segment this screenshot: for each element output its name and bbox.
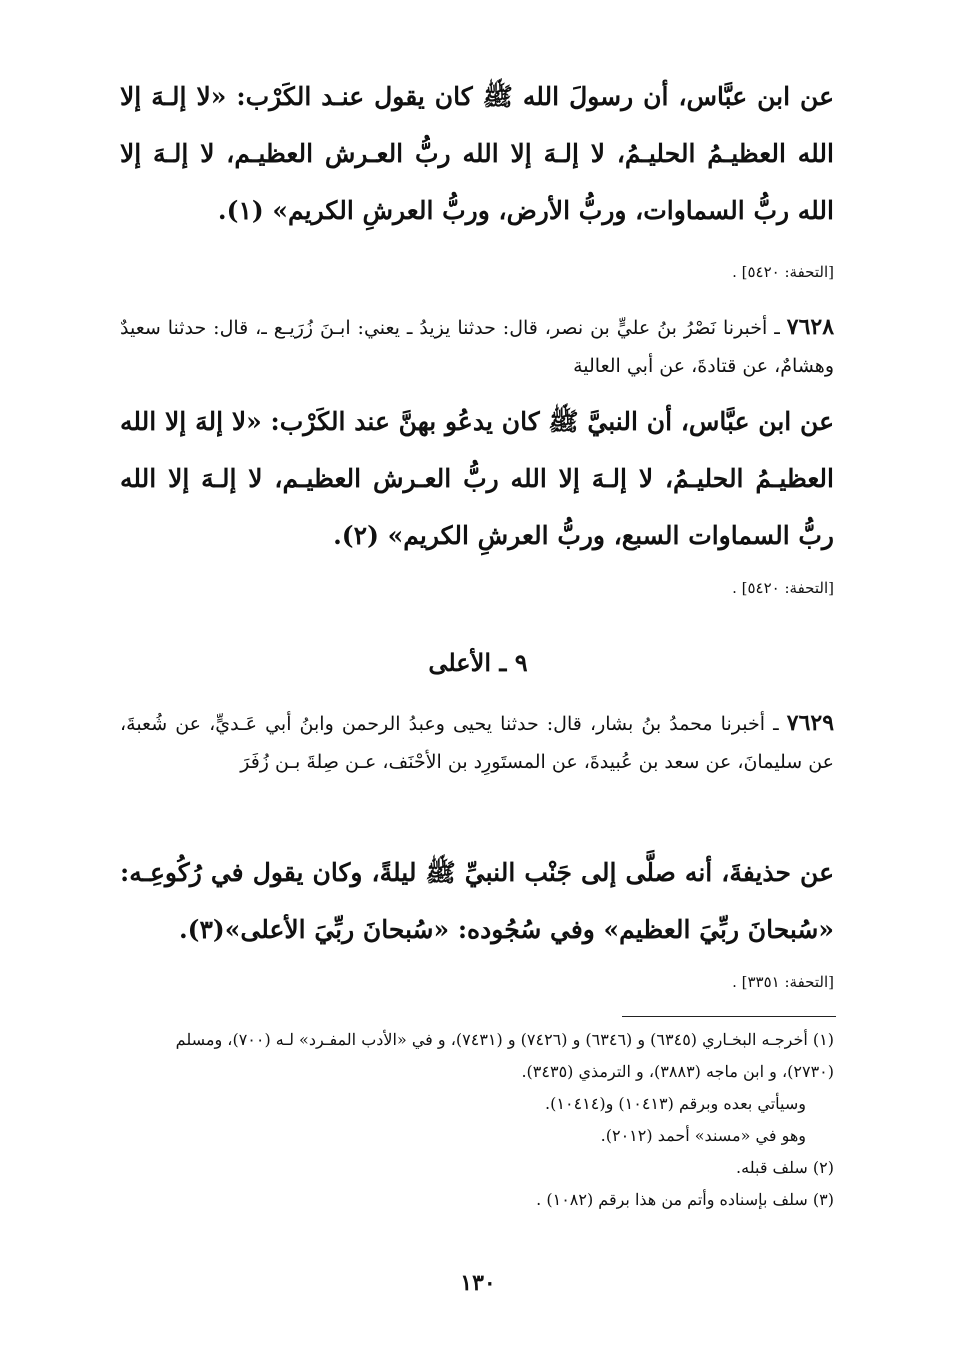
tuhfa-reference-3: [التحفة: ٣٣٥١] . — [732, 973, 834, 991]
footnote-1-continued: وهو في «مسند» أحمد (٢٠١٢). — [600, 1126, 806, 1145]
footnote-1-continued: وسيأتي بعده وبرقم (١٠٤١٣) و(١٠٤١٤). — [545, 1094, 806, 1113]
footnote-2: (٢) سلف قبله. — [736, 1158, 834, 1177]
section-heading: ٩ ـ الأعلى — [428, 648, 528, 677]
isnad-text: ـ أخبرنا محمدُ بنُ بشار، قال: حدثنا يحيى وعبدُ الرحمن وابنُ أبي عَـديٍّ، عن شُعبةَ، عن سليمانَ، عن سعد بن عُبيدةَ، عن المستَورِد بن الأحْنَف، عـن صِلةَ بـن زُفَرَ — [120, 713, 834, 773]
hadith-7629-text: عن حذيفةَ، أنه صلَّى إلى جَنْب النبيِّ ﷺ ليلةً، وكان يقول في رُكُوعِـه: «سُبحانَ ربِّيَ العظيم» وفي سُجُوده: «سُبحانَ ربِّيَ الأعلى»(٣). — [120, 858, 834, 944]
hadith-7628-text: عن ابن عبَّاس، أن النبيَّ ﷺ كان يدعُو بهنَّ عند الكَرْب: «لا إلهَ إلا الله العظيـمُ الحليـمُ، لا إلـهَ إلا الله ربُّ العـرش العظيـم، لا إلـهَ إلا الله ربُّ السماوات السبع، وربُّ العرشِ الكريم» (٢). — [120, 407, 834, 550]
footnote-3: (٣) سلف بإسناده وأتم من هذا برقم (١٠٨٢) . — [536, 1190, 834, 1209]
hadith-number: ٧٦٢٩ — [786, 710, 835, 736]
footnotes — [120, 1024, 834, 1216]
page-number: ١٣٠ — [460, 1270, 496, 1296]
isnad-text: ـ أخبرنا نَصْرُ بنُ عليٍّ بن نصر، قال: حدثنا يزيدُ ـ يعني: ابـنَ زُرَيـع ـ، قال: حدثنا سعيدٌ وهشامٌ، عن قتادةَ، عن أبي العالية — [120, 317, 834, 377]
hadith-7628-chain — [120, 308, 834, 385]
hadith-7629-chain — [120, 704, 834, 781]
hadith-number: ٧٦٢٨ — [786, 314, 835, 340]
tuhfa-reference-2: [التحفة: ٥٤٢٠] . — [732, 579, 834, 597]
footnote-separator — [622, 1016, 836, 1017]
tuhfa-reference-1: [التحفة: ٥٤٢٠] . — [732, 263, 834, 281]
footnote-1: (١) أخرجـه البخـاري (٦٣٤٥) و (٦٣٤٦) و (٧٤٢٦) و (٧٤٣١)، و في «الأدب المفـرد» لـه (٧٠٠)، ومسلم (٢٧٣٠)، و ابن ماجه (٣٨٨٣)، و الترمذي (٣٤٣٥). — [175, 1030, 834, 1081]
hadith-7627-text: عن ابن عبَّاس، أن رسولَ الله ﷺ كان يقول عنـد الكَرْب: «لا إلـهَ إلا الله العظيـمُ الحليـمُ، لا إلـهَ إلا الله ربُّ العـرش العظيـم، لا إلـهَ إلا الله ربُّ السماوات، وربُّ الأرض، وربُّ العرشِ الكريم» (١). — [120, 82, 834, 225]
